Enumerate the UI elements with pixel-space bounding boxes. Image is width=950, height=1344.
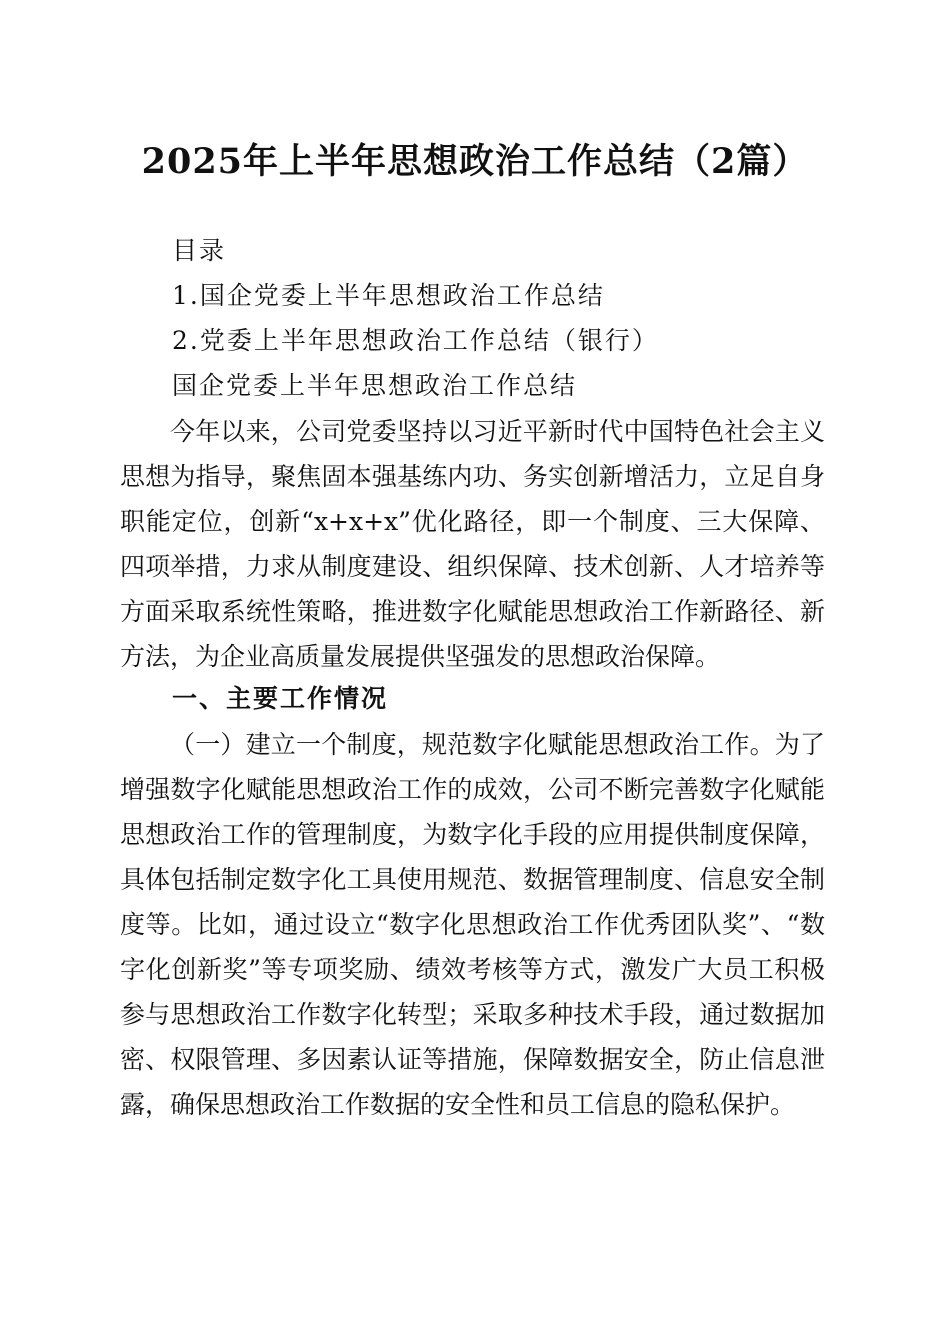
toc-item-2: 2.党委上半年思想政治工作总结（银行） [172,326,659,355]
toc-label: 目录 [172,236,227,265]
article-title: 国企党委上半年思想政治工作总结 [172,371,578,400]
toc-item-1: 1.国企党委上半年思想政治工作总结 [172,281,605,310]
section-heading: 一、主要工作情况 [172,684,389,713]
document-title: 2025年上半年思想政治工作总结（2篇） [141,141,809,182]
subsection-paragraph: （一）建立一个制度，规范数字化赋能思想政治工作。为了增强数字化赋能思想政治工作的成效，公司不断完善数字化赋能思想政治工作的管理制度，为数字化手段的应用提供制度保障，具体包括制定数字化工具使用规范、数据管理制度、信息安全制度等。比如，通过设立“数字化思想政治工作优秀团队奖”、“数字化创新奖”等专项奖励、绩效考核等方式，激发广大员工积极参与思想政治工作数字化转型；采取多种技术手段，通过数据加密、权限管理、多因素认证等措施，保障数据安全，防止信息泄露，确保思想政治工作数据的安全性和员工信息的隐私保护。 [120,730,825,1119]
intro-paragraph: 今年以来，公司党委坚持以习近平新时代中国特色社会主义思想为指导，聚焦固本强基练内功、务实创新增活力，立足自身职能定位，创新“x+x+x”优化路径，即一个制度、三大保障、四项举措，力求从制度建设、组织保障、技术创新、人才培养等方面采取系统性策略，推进数字化赋能思想政治工作新路径、新方法，为企业高质量发展提供坚强发的思想政治保障。 [120,417,825,671]
